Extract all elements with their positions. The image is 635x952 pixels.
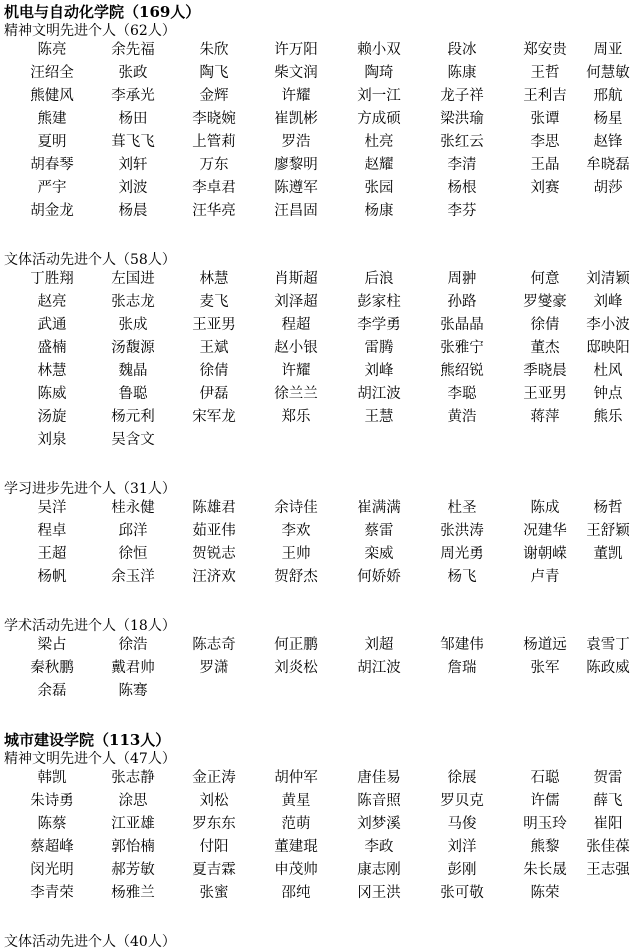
awardee-name: 魏晶 [118,363,148,379]
awardee-name: 何正鹏 [274,637,318,653]
awardee-name: 汪绍全 [30,65,74,81]
awardee-name: 茹亚伟 [192,523,236,539]
awardee-name: 刘峰 [364,363,394,379]
awardee-name: 汪昌固 [274,203,318,219]
awardee-name: 董杰 [530,340,560,356]
awardee-name: 林慧 [199,271,229,287]
awardee-name: 张谭 [530,111,560,127]
category-heading: 精神文明先进个人（47人） [4,751,176,767]
awardee-name: 陈蔡 [37,816,67,832]
awardee-name: 陈音照 [357,793,401,809]
awardee-name: 陈亮 [37,42,67,58]
awardee-name: 范萌 [281,816,311,832]
awardee-name: 汪华亮 [192,203,236,219]
awardee-name: 张洪涛 [440,523,484,539]
awardee-name: 黄星 [281,793,311,809]
awardee-name: 梁占 [37,637,67,653]
awardee-name: 陶琦 [364,65,394,81]
awardee-name: 吴含文 [111,432,155,448]
awardee-name: 陈荣 [530,885,560,901]
awardee-name: 许万阳 [274,42,318,58]
awardee-name: 金正涛 [192,770,236,786]
awardee-name: 盛楠 [37,340,67,356]
awardee-name: 何娇娇 [357,569,401,585]
college-heading: 城市建设学院（113人） [4,731,171,749]
awardee-name: 罗燮豪 [523,294,567,310]
awardee-name: 徐兰兰 [274,386,318,402]
awardee-name: 段冰 [447,42,477,58]
awardee-name: 王亚男 [192,317,236,333]
awardee-name: 杨雅兰 [111,885,155,901]
category-heading: 学习进步先进个人（31人） [4,481,176,497]
awardee-name: 王慧 [364,409,394,425]
awardee-name: 熊健风 [30,88,74,104]
awardee-name: 杨帆 [37,569,67,585]
awardee-name: 麦飞 [199,294,229,310]
awardee-name: 郭怡楠 [111,839,155,855]
awardee-name: 杜风 [593,363,623,379]
awardee-name: 郑乐 [281,409,311,425]
awardee-name: 王超 [37,546,67,562]
awardee-name: 左国进 [111,271,155,287]
awardee-name: 王亚男 [523,386,567,402]
awardee-name: 涂思 [118,793,148,809]
awardee-name: 罗浩 [281,134,311,150]
awardee-name: 何意 [530,271,560,287]
awardee-name: 杨道远 [523,637,567,653]
awardee-name: 张军 [530,660,560,676]
awardee-name: 杨康 [364,203,394,219]
awardee-name: 龙子祥 [440,88,484,104]
awardee-name: 季晓晨 [523,363,567,379]
awardee-name: 卢青 [530,569,560,585]
awardee-name: 蔡超峰 [30,839,74,855]
awardee-name: 陈雄君 [192,500,236,516]
awardee-name: 朱欣 [199,42,229,58]
awardee-name: 夏吉霖 [192,862,236,878]
awardee-name: 刘清颖 [586,271,630,287]
awardee-name: 胡莎 [593,180,623,196]
awardee-name: 张成 [118,317,148,333]
awardee-name: 李卓君 [192,180,236,196]
awardee-name: 韩凯 [37,770,67,786]
awardee-name: 陈政威 [586,660,630,676]
awardee-name: 陈威 [37,386,67,402]
awardee-name: 张志龙 [111,294,155,310]
awardee-name: 邱洋 [118,523,148,539]
awardee-name: 杨晨 [118,203,148,219]
awardee-name: 杨星 [593,111,623,127]
awardee-name: 葺飞飞 [111,134,155,150]
awardee-name: 江亚雄 [111,816,155,832]
awardee-name: 吴洋 [37,500,67,516]
awardee-name: 蔡雷 [364,523,394,539]
awardee-name: 胡金龙 [30,203,74,219]
awardee-name: 严宇 [37,180,67,196]
awardee-name: 刘超 [364,637,394,653]
awardee-name: 李聪 [447,386,477,402]
awardee-name: 杨飞 [447,569,477,585]
awardee-name: 余玉洋 [111,569,155,585]
awardee-name: 马俊 [447,816,477,832]
awardee-name: 李政 [364,839,394,855]
awardee-name: 栾威 [364,546,394,562]
awardee-name: 后浪 [364,271,394,287]
awardee-name: 朱长晟 [523,862,567,878]
awardee-name: 赵亮 [37,294,67,310]
awardee-name: 李芬 [447,203,477,219]
awardee-name: 肖斯超 [274,271,318,287]
awardee-name: 王利吉 [523,88,567,104]
awardee-name: 董凯 [593,546,623,562]
awardee-name: 陈骞 [118,683,148,699]
awardee-name: 张佳葆 [586,839,630,855]
awardee-name: 付阳 [199,839,229,855]
awardee-name: 熊绍锐 [440,363,484,379]
awardee-name: 贺舒杰 [274,569,318,585]
awardee-name: 余先福 [111,42,155,58]
awardee-name: 鲁聪 [118,386,148,402]
awardee-name: 许耀 [281,88,311,104]
awardee-name: 林慧 [37,363,67,379]
awardee-name: 王志强 [586,862,630,878]
awardee-name: 杜亮 [364,134,394,150]
awardee-name: 熊乐 [593,409,623,425]
awardee-name: 汤旋 [37,409,67,425]
awardee-name: 朱诗勇 [30,793,74,809]
awardee-name: 康志刚 [357,862,401,878]
awardee-name: 蒋萍 [530,409,560,425]
awardee-name: 徐浩 [118,637,148,653]
category-heading: 学术活动先进个人（18人） [4,618,176,634]
awardee-name: 谢朝嵘 [523,546,567,562]
awardee-name: 邢航 [593,88,623,104]
awardee-name: 张可敬 [440,885,484,901]
awardee-name: 徐倩 [530,317,560,333]
awardee-name: 王晶 [530,157,560,173]
awardee-name: 周亚 [593,42,623,58]
awardee-name: 杨根 [447,180,477,196]
awardee-name: 张志静 [111,770,155,786]
awardee-name: 陈成 [530,500,560,516]
awardee-name: 郑安贵 [523,42,567,58]
awardee-name: 余磊 [37,683,67,699]
awardee-name: 崔满满 [357,500,401,516]
awardee-name: 李清 [447,157,477,173]
awardee-name: 万东 [199,157,229,173]
awardee-name: 刘泉 [37,432,67,448]
awardee-name: 秦秋鹏 [30,660,74,676]
awardee-name: 胡江波 [357,660,401,676]
awardee-name: 汤馥源 [111,340,155,356]
awardee-name: 杜圣 [447,500,477,516]
awardee-name: 陈康 [447,65,477,81]
awardee-name: 崔凯彬 [274,111,318,127]
awardee-name: 邹建伟 [440,637,484,653]
awardee-name: 金辉 [199,88,229,104]
awardee-name: 李晓婉 [192,111,236,127]
awardee-name: 张园 [364,180,394,196]
awardee-name: 许儒 [530,793,560,809]
awardee-name: 明玉玲 [523,816,567,832]
awardee-name: 况建华 [523,523,567,539]
awardee-name: 董建琨 [274,839,318,855]
awardee-name: 陶飞 [199,65,229,81]
awardee-name: 张蜜 [199,885,229,901]
awardee-name: 孙路 [447,294,477,310]
awardee-name: 程卓 [37,523,67,539]
awardee-name: 彭刚 [447,862,477,878]
awardee-name: 陈志奇 [192,637,236,653]
college-heading: 机电与自动化学院（169人） [4,3,201,21]
awardee-name: 罗贝克 [440,793,484,809]
awardee-name: 武通 [37,317,67,333]
awardee-name: 张雅宁 [440,340,484,356]
awardee-name: 罗潇 [199,660,229,676]
awardee-name: 赵耀 [364,157,394,173]
awardee-name: 周翀 [447,271,477,287]
awardee-name: 伊磊 [199,386,229,402]
awardee-name: 徐恒 [118,546,148,562]
awardee-name: 夏明 [37,134,67,150]
awardee-name: 周光勇 [440,546,484,562]
category-heading: 文体活动先进个人（58人） [4,252,176,268]
awardee-name: 刘波 [118,180,148,196]
awardee-name: 廖黎明 [274,157,318,173]
awardee-name: 上管莉 [192,134,236,150]
awardee-name: 李思 [530,134,560,150]
awardee-name: 王帅 [281,546,311,562]
awardee-name: 赵锋 [593,134,623,150]
awardee-name: 胡春琴 [30,157,74,173]
awardee-name: 唐佳易 [357,770,401,786]
awardee-name: 石聪 [530,770,560,786]
awardee-name: 闵光明 [30,862,74,878]
awardee-name: 李小波 [586,317,630,333]
awardee-name: 牟晓磊 [586,157,630,173]
awardee-name: 刘松 [199,793,229,809]
awardee-name: 赵小银 [274,340,318,356]
awardee-name: 许耀 [281,363,311,379]
awardee-name: 刘赛 [530,180,560,196]
awardee-name: 刘泽超 [274,294,318,310]
awardee-name: 程超 [281,317,311,333]
awardee-name: 陈遵军 [274,180,318,196]
awardee-name: 崔阳 [593,816,623,832]
awardee-name: 张红云 [440,134,484,150]
awardee-name: 杨哲 [593,500,623,516]
awardee-name: 刘轩 [118,157,148,173]
awardee-name: 李学勇 [357,317,401,333]
awardee-name: 彭家柱 [357,294,401,310]
awardee-name: 王舒颖 [586,523,630,539]
awardee-name: 张政 [118,65,148,81]
awardee-name: 雷腾 [364,340,394,356]
awardee-name: 胡江波 [357,386,401,402]
awardee-name: 熊建 [37,111,67,127]
awardee-name: 熊黎 [530,839,560,855]
category-heading: 文体活动先进个人（40人） [4,934,176,950]
awardee-name: 申茂帅 [274,862,318,878]
awardee-name: 钟点 [593,386,623,402]
awardee-name: 郝芳敏 [111,862,155,878]
awardee-name: 何慧敏 [586,65,630,81]
awardee-name: 李欢 [281,523,311,539]
awardee-name: 冈王洪 [357,885,401,901]
awardee-name: 桂永健 [111,500,155,516]
awardee-name: 赖小双 [357,42,401,58]
awardee-name: 戴君帅 [111,660,155,676]
awardee-name: 李承光 [111,88,155,104]
awardee-name: 张晶晶 [440,317,484,333]
awardee-name: 余诗佳 [274,500,318,516]
awardee-name: 薛飞 [593,793,623,809]
awardee-name: 杨元利 [111,409,155,425]
awardee-name: 胡仲军 [274,770,318,786]
awardee-name: 詹瑞 [447,660,477,676]
awardee-name: 王斌 [199,340,229,356]
awardee-name: 刘炎松 [274,660,318,676]
awardee-name: 邸映阳 [586,340,630,356]
awardee-name: 刘洋 [447,839,477,855]
awardee-name: 方成硕 [357,111,401,127]
awardee-name: 柴文润 [274,65,318,81]
awardee-name: 黄浩 [447,409,477,425]
awardee-name: 贺锐志 [192,546,236,562]
awardee-name: 李青荣 [30,885,74,901]
awardee-name: 邵纯 [281,885,311,901]
awardee-name: 梁洪瑜 [440,111,484,127]
awardee-name: 刘一江 [357,88,401,104]
awardee-name: 丁胜翔 [30,271,74,287]
category-heading: 精神文明先进个人（62人） [4,23,176,39]
awardee-name: 刘峰 [593,294,623,310]
awardee-name: 贺雷 [593,770,623,786]
awardee-name: 杨田 [118,111,148,127]
awardee-name: 袁雪丁 [586,637,630,653]
awardee-name: 徐倩 [199,363,229,379]
awardee-name: 罗东东 [192,816,236,832]
awardee-name: 汪济欢 [192,569,236,585]
awardee-name: 刘梦溪 [357,816,401,832]
awardee-name: 王哲 [530,65,560,81]
awardee-name: 宋军龙 [192,409,236,425]
awardee-name: 徐展 [447,770,477,786]
